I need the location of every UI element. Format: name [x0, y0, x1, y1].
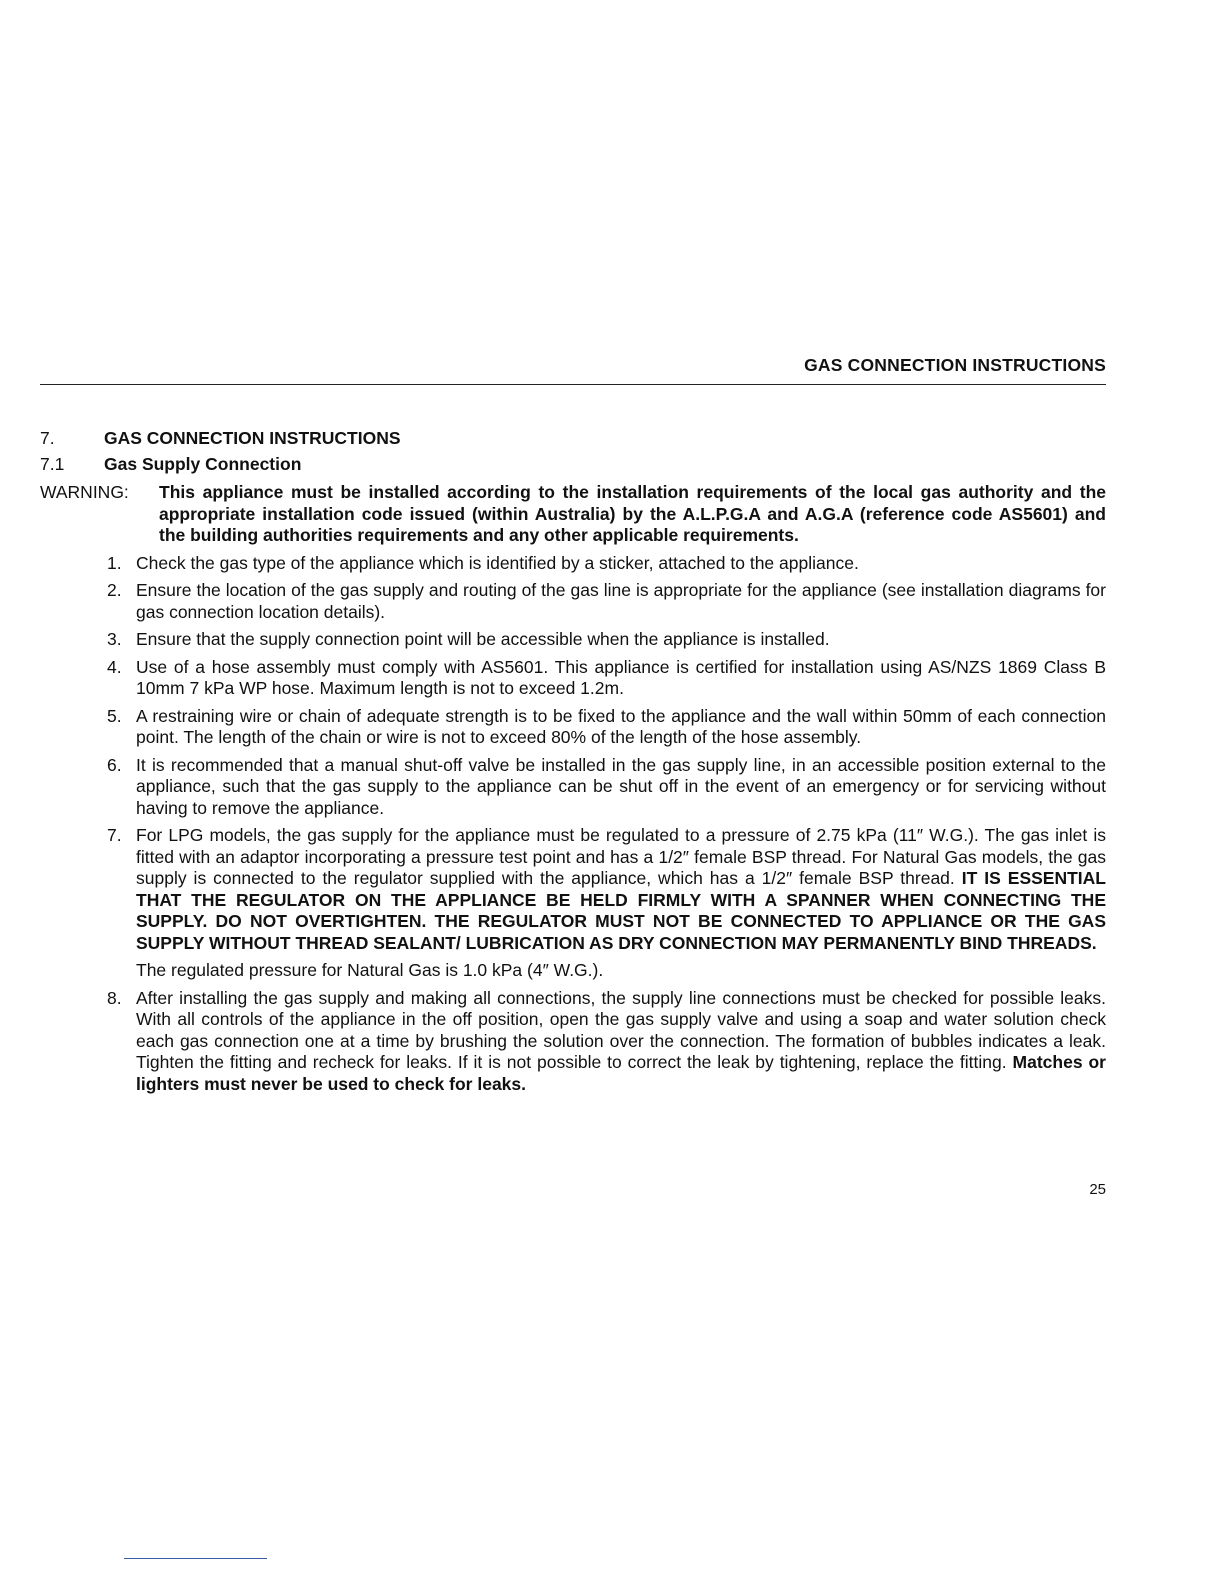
list-item: [40, 657, 1106, 700]
item-text: After installing the gas supply and making all connections, the supply line connections must be checked for possible leaks. With all controls of the appliance in the off position, open the gas supply valve and using a soap and water solution check each gas connection one at a time by brushing the solution over the connection. The formation of bubbles indicates a leak. Tighten the fitting and recheck for leaks. If it is not possible to correct the leak by tightening, replace the fitting.: [136, 987, 1106, 1072]
item-bold-warning: Matches or lighters must never be used to check for leaks.: [136, 1052, 1106, 1094]
section-heading: [40, 428, 1106, 454]
list-item: [40, 580, 1106, 623]
item-text: A restraining wire or chain of adequate strength is to be fixed to the appliance and the wall within 50mm of each connection point. The length of the chain or wire is not to exceed 80% of the length of the hose assembly.: [136, 705, 1106, 747]
item-number: 7.: [107, 825, 122, 845]
item-number: 4.: [107, 656, 122, 677]
item-bold-warning: IT IS ESSENTIAL THAT THE REGULATOR ON THE APPLIANCE BE HELD FIRMLY WITH A SPANNER WHEN CONNECTING THE SUPPLY. DO NOT OVERTIGHTEN. THE REGULATOR MUST NOT BE CONNECTED TO APPLIANCE OR THE GAS SUPPLY WITHOUT THREAD SEALANT/ LUBRICATION AS DRY CONNECTION MAY PERMANENTLY BIND THREADS.: [136, 868, 1106, 953]
item-number: 3.: [107, 629, 122, 649]
item-text-with-warning: [136, 825, 1106, 954]
item-number: 5.: [107, 705, 122, 726]
warning-label: WARNING:: [40, 482, 129, 502]
list-item: [40, 553, 1106, 575]
subsection-title: Gas Supply Connection: [104, 454, 302, 474]
warning-text: This appliance must be installed according to the installation requirements of the local gas authority and the appropriate installation code issued (within Australia) by the A.L.P.G.A and A.G.A (reference code AS5601) and the building authorities requirements and any other applicable requirements.: [159, 482, 1106, 545]
instruction-list: [40, 553, 1106, 1096]
list-item: [40, 825, 1106, 982]
item-text: For LPG models, the gas supply for the appliance must be regulated to a pressure of 2.75 kPa (11″ W.G.). The gas inlet is fitted with an adaptor incorporating a pressure test point and has a 1/2″ female BSP thread. For Natural Gas models, the gas supply is connected to the regulator supplied with the appliance, which has a 1/2″ female BSP thread.: [136, 825, 1106, 888]
item-text: Check the gas type of the appliance which is identified by a sticker, attached to the appliance.: [136, 552, 859, 573]
item-number: 1.: [107, 552, 122, 573]
list-item: [40, 755, 1106, 820]
item-text-with-warning: [136, 988, 1106, 1096]
item-number: 2.: [107, 580, 122, 600]
page-number: 25: [1089, 1181, 1106, 1198]
item-extra-text: The regulated pressure for Natural Gas is 1.0 kPa (4″ W.G.).: [136, 960, 604, 980]
subsection-number: 7.1: [40, 454, 65, 474]
footer-rule: [124, 1558, 267, 1559]
section-number: 7.: [40, 428, 55, 448]
header-rule: [40, 384, 1106, 385]
list-item: [40, 629, 1106, 651]
subsection-heading: [40, 454, 1106, 480]
running-header: GAS CONNECTION INSTRUCTIONS: [804, 355, 1106, 375]
item-text: It is recommended that a manual shut-off valve be installed in the gas supply line, in an accessible position external to the appliance, such that the gas supply to the appliance can be shut off in the event of an emergency or for servicing without having to remove the appliance.: [136, 754, 1106, 818]
page-content: [40, 428, 1106, 1101]
item-text: Ensure that the supply connection point will be accessible when the appliance is installed.: [136, 629, 830, 649]
item-text: Use of a hose assembly must comply with AS5601. This appliance is certified for installation using AS/NZS 1869 Class B 10mm 7 kPa WP hose. Maximum length is not to exceed 1.2m.: [136, 656, 1106, 698]
item-number: 6.: [107, 754, 122, 775]
item-text: Ensure the location of the gas supply and routing of the gas line is appropriate for the appliance (see installation diagrams for gas connection location details).: [136, 580, 1106, 622]
list-item: [40, 706, 1106, 749]
warning-block: [40, 482, 1106, 547]
section-title: GAS CONNECTION INSTRUCTIONS: [104, 428, 401, 448]
item-number: 8.: [107, 987, 122, 1008]
list-item: [40, 988, 1106, 1096]
